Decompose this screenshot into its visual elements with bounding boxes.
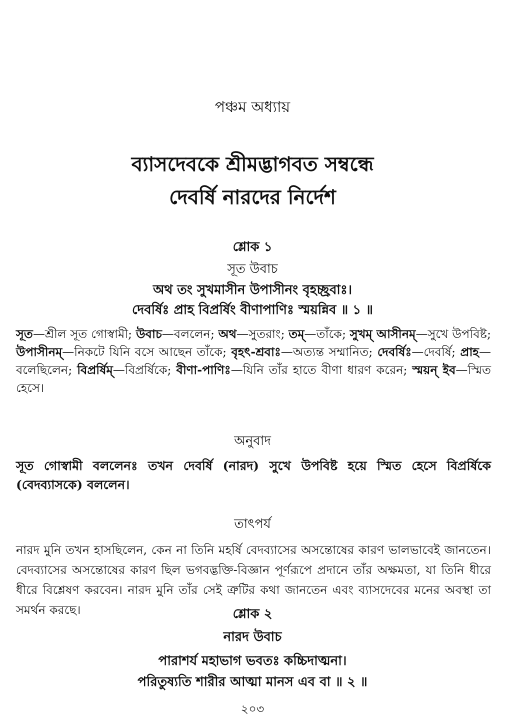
synonym-meaning: —অত্যন্ত সম্মানিত; (280, 345, 378, 359)
page-number: ২০৩ (240, 702, 265, 716)
synonym-word: সূত (16, 327, 33, 341)
sloka-1-verse-line-1: অথ তং সুখমাসীন উপাসীনং বৃহচ্ছ্রবাঃ। (152, 283, 353, 298)
sloka-2-heading: শ্লোক ২ (232, 607, 273, 622)
sloka-2-verse-line-1: পারাশর্য মহাভাগ ভবতঃ কচ্চিদাত্মনা। (158, 654, 347, 669)
chapter-label: পঞ্চম অধ্যায় (214, 98, 291, 116)
synonym-meaning: —তাঁকে; (304, 327, 350, 341)
synonym-meaning: —বিপ্রর্ষিকে; (112, 363, 177, 377)
sloka-2-verse-line-2: পরিতুষ্যতি শারীর আত্মা মানস এব বা ॥ ২ ॥ (137, 675, 368, 690)
synonym-meaning: —শ্রীল সূত গোস্বামী; (32, 327, 136, 341)
synonym-word: অথ (218, 327, 237, 341)
synonym-meaning: —স্মিত হেসে। (16, 363, 491, 395)
sloka-1-synonyms (16, 325, 491, 397)
purport-heading: তাৎপর্য (234, 517, 271, 532)
synonym-word: বিপ্রর্ষিম্ (77, 363, 113, 377)
synonym-meaning: —সুতরাং; (236, 327, 289, 341)
synonym-word: উবাচ (135, 327, 162, 341)
sloka-1-heading: শ্লোক ১ (232, 240, 273, 255)
synonym-word: বৃহৎ-শ্রবাঃ (231, 345, 281, 359)
synonym-word: উপাসীনম্ (16, 345, 63, 359)
translation-heading: অনুবাদ (234, 434, 271, 449)
translation-text: সূত গোস্বামী বললেনঃ তখন দেবর্ষি (নারদ) সুখে উপবিষ্ট হয়ে স্মিত হেসে বিপ্রর্ষিকে (বেদব্যাসকে) বললেন। (16, 458, 491, 492)
synonym-meaning: —সুখে উপবিষ্ট; (415, 327, 491, 341)
sloka-1-speaker: সূত উবাচ (227, 262, 278, 277)
sloka-2-speaker: নারদ উবাচ (223, 630, 282, 645)
purport-text: নারদ মুনি তখন হাসছিলেন, কেন না তিনি মহর্ষি বেদব্যাসের অসন্তোষের কারণ ভালভাবেই জানতেন। বেদব্যাসের অসন্তোষের কারণ ছিল ভগবদ্ভক্তি-বিজ্ঞান পূর্ণরূপে প্রদানে তাঁর অক্ষমতা, যা তিনি ধীরে ধীরে বিশ্লেষণ করবেন। নারদ মুনি তাঁর সেই ত্রুটির কথা জানতেন এবং ব্যাসদেবের মনের অবস্থা তা সমর্থন করছে। (16, 543, 491, 617)
synonym-meaning: —যিনি তাঁর হাতে বীণা ধারণ করেন; (230, 363, 413, 377)
synonym-meaning: —বললেন; (161, 327, 219, 341)
sloka-1-verse-line-2: দেবর্ষিঃ প্রাহ বিপ্রর্ষিং বীণাপাণিঃ স্ময়ন্নিব ॥ ১ ॥ (132, 303, 373, 318)
synonym-word: তম্ (288, 327, 305, 341)
synonym-word: স্ময়ন্ ইব (412, 363, 456, 377)
synonym-meaning: —বলেছিলেন; (16, 345, 491, 377)
synonym-meaning: —নিকটে যিনি বসে আছেন তাঁকে; (62, 345, 232, 359)
synonym-word: বীণা-পাণিঃ (176, 363, 231, 377)
synonym-word: দেবর্ষিঃ (377, 345, 412, 359)
chapter-title-line-2: দেবর্ষি নারদের নির্দেশ (169, 185, 336, 209)
synonym-word: সুখম্ আসীনম্ (349, 327, 416, 341)
synonym-meaning: —দেবর্ষি; (411, 345, 461, 359)
synonym-word: প্রাহ (460, 345, 479, 359)
chapter-title-line-1: ব্যাসদেবকে শ্রীমদ্ভাগবত সম্বন্ধে (131, 152, 374, 176)
